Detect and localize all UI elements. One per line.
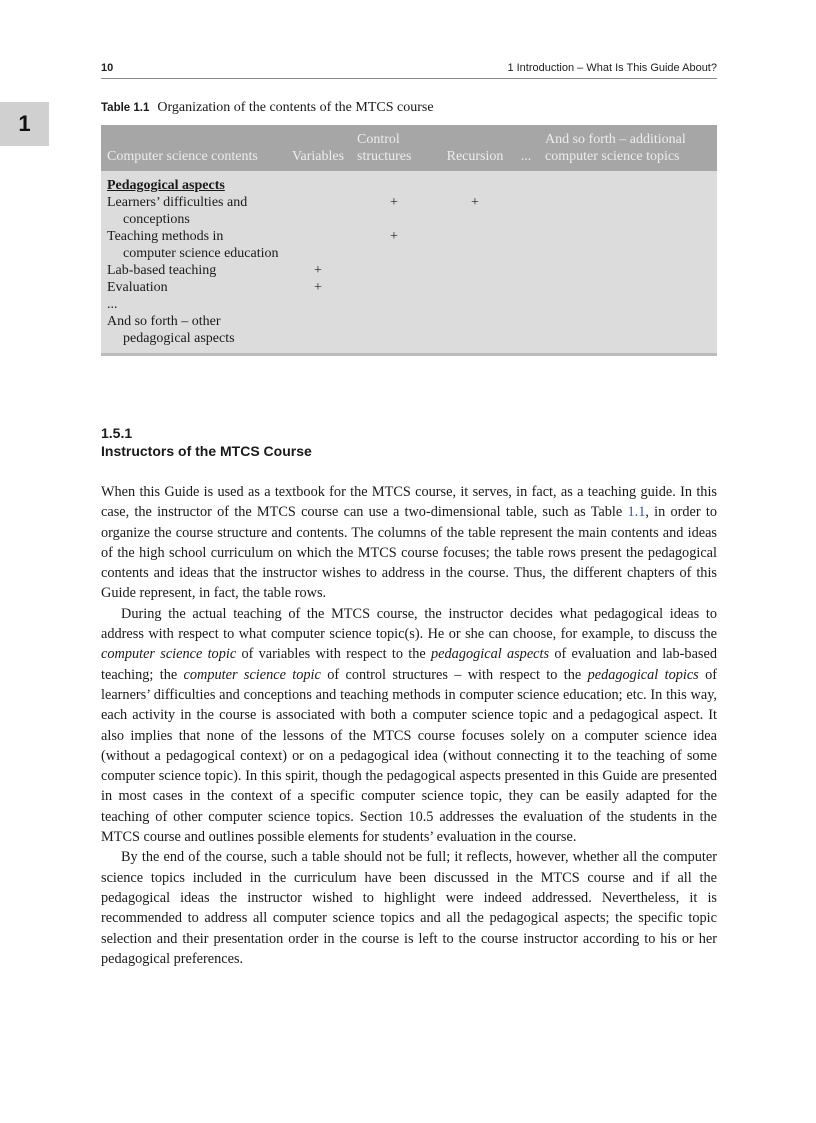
table-cell bbox=[285, 313, 351, 355]
table-cell bbox=[351, 279, 437, 296]
table-cell bbox=[437, 279, 513, 296]
emphasis: pedagogical topics bbox=[587, 666, 699, 683]
column-header-variables: Variables bbox=[285, 125, 351, 171]
table-cell bbox=[539, 228, 717, 262]
table-cell bbox=[539, 279, 717, 296]
column-header-control-structures: Control structures bbox=[351, 125, 437, 171]
table-cell: + bbox=[437, 194, 513, 228]
table-cell bbox=[539, 313, 717, 355]
pedagogical-aspects-heading: Pedagogical aspects bbox=[101, 171, 285, 194]
table-cell bbox=[539, 194, 717, 228]
table-cell bbox=[513, 313, 539, 355]
table-cell: + bbox=[351, 194, 437, 228]
table-row bbox=[101, 194, 717, 228]
chapter-tab: 1 bbox=[0, 102, 49, 146]
table-row bbox=[101, 313, 717, 355]
table-cell: + bbox=[285, 279, 351, 296]
row-label: And so forth – other pedagogical aspects bbox=[101, 313, 285, 355]
table-cell bbox=[437, 296, 513, 313]
table-cell bbox=[285, 228, 351, 262]
emphasis: computer science topic bbox=[101, 646, 237, 663]
table-caption bbox=[101, 100, 434, 116]
column-header-additional-topics: And so forth – additional computer science topics bbox=[539, 125, 717, 171]
column-header-recursion: Recursion bbox=[437, 125, 513, 171]
table-reference-link[interactable]: 1.1 bbox=[627, 504, 646, 521]
table-cell bbox=[351, 262, 437, 279]
table-cell bbox=[437, 228, 513, 262]
table-cell bbox=[351, 296, 437, 313]
table-cell bbox=[513, 228, 539, 262]
table-header-row bbox=[101, 125, 717, 171]
table-cell bbox=[437, 313, 513, 355]
row-label: Learners’ difficulties and conceptions bbox=[101, 194, 285, 228]
table-row bbox=[101, 279, 717, 296]
paragraph: When this Guide is used as a textbook for the MTCS course, it serves, in fact, as a teaching guide. In this case, the instructor of the MTCS course can use a two-dimensional table, such as Table 1.1, in order to organize the course structure and contents. The columns of the table represent the main contents and ideas of the high school curriculum on which the MTCS course focuses; the table rows present the pedagogical contents and ideas that the instructor wishes to address in the course. Thus, the different chapters of this Guide represent, in fact, the table rows. bbox=[101, 484, 717, 602]
table-cell bbox=[513, 296, 539, 313]
table-row bbox=[101, 262, 717, 279]
emphasis: computer science topic bbox=[183, 666, 321, 683]
table-row bbox=[101, 228, 717, 262]
section-number: 1.5.1 bbox=[101, 425, 133, 441]
table-cell bbox=[513, 262, 539, 279]
table-cell: + bbox=[285, 262, 351, 279]
table-cell bbox=[539, 262, 717, 279]
table-caption-text: Organization of the contents of the MTCS course bbox=[157, 100, 434, 115]
paragraph: During the actual teaching of the MTCS course, the instructor decides what pedagogical ideas to address with respect to what computer science topic(s). He or she can choose, for example, to discuss the computer science topic of variables with respect to the pedagogical aspects of evaluation and lab-based teaching; the computer science topic of control structures – with respect to the pedagogical topics of learners’ difficulties and conceptions and teaching methods in computer science education; etc. In this way, each activity in the course is associated with both a computer science topic and a pedagogical aspect. It also implies that none of the lessons of the MTCS course focuses solely on a computer science idea (without a pedagogical context) or on a pedagogical idea (without connecting it to the teaching of some computer science topic). In this spirit, though the pedagogical aspects presented in this Guide are presented in most cases in the context of a specific computer science topic, they can be easily adapted for the teaching of other computer science topics. Section 10.5 addresses the evaluation of the students in the MTCS course and outlines possible elements for students’ evaluation in the course. bbox=[101, 605, 717, 846]
organization-table bbox=[101, 125, 717, 356]
running-header bbox=[101, 60, 717, 79]
paragraph: By the end of the course, such a table should not be full; it reflects, however, whether all the computer science topics included in the curriculum have been discussed in the MTCS course and if all the pedagogical ideas the instructor wished to highlight were indeed addressed. Nevertheless, it is recommended to address all computer science topics and all the pedagogical aspects; the specific topic selection and their presentation order in the course is left to the course instructor according to his or her pedagogical preferences. bbox=[101, 849, 717, 967]
page-number: 10 bbox=[101, 62, 114, 74]
running-title: 1 Introduction – What Is This Guide About? bbox=[507, 62, 717, 74]
table-row bbox=[101, 296, 717, 313]
row-label: Teaching methods in computer science education bbox=[101, 228, 285, 262]
column-header-cs-contents: Computer science contents bbox=[101, 125, 285, 171]
column-header-ellipsis: ... bbox=[513, 125, 539, 171]
table-cell bbox=[351, 313, 437, 355]
table-cell bbox=[437, 262, 513, 279]
table-cell bbox=[513, 194, 539, 228]
table-cell bbox=[285, 194, 351, 228]
row-label: Lab-based teaching bbox=[101, 262, 285, 279]
table-cell bbox=[285, 296, 351, 313]
table-caption-label: Table 1.1 bbox=[101, 102, 150, 114]
section-title: Instructors of the MTCS Course bbox=[101, 443, 312, 459]
row-label: Evaluation bbox=[101, 279, 285, 296]
row-label: ... bbox=[101, 296, 285, 313]
table-row bbox=[101, 171, 717, 194]
table-cell bbox=[513, 279, 539, 296]
emphasis: pedagogical aspects bbox=[431, 646, 550, 663]
body-text bbox=[101, 482, 717, 969]
table-cell bbox=[539, 296, 717, 313]
table-cell: + bbox=[351, 228, 437, 262]
